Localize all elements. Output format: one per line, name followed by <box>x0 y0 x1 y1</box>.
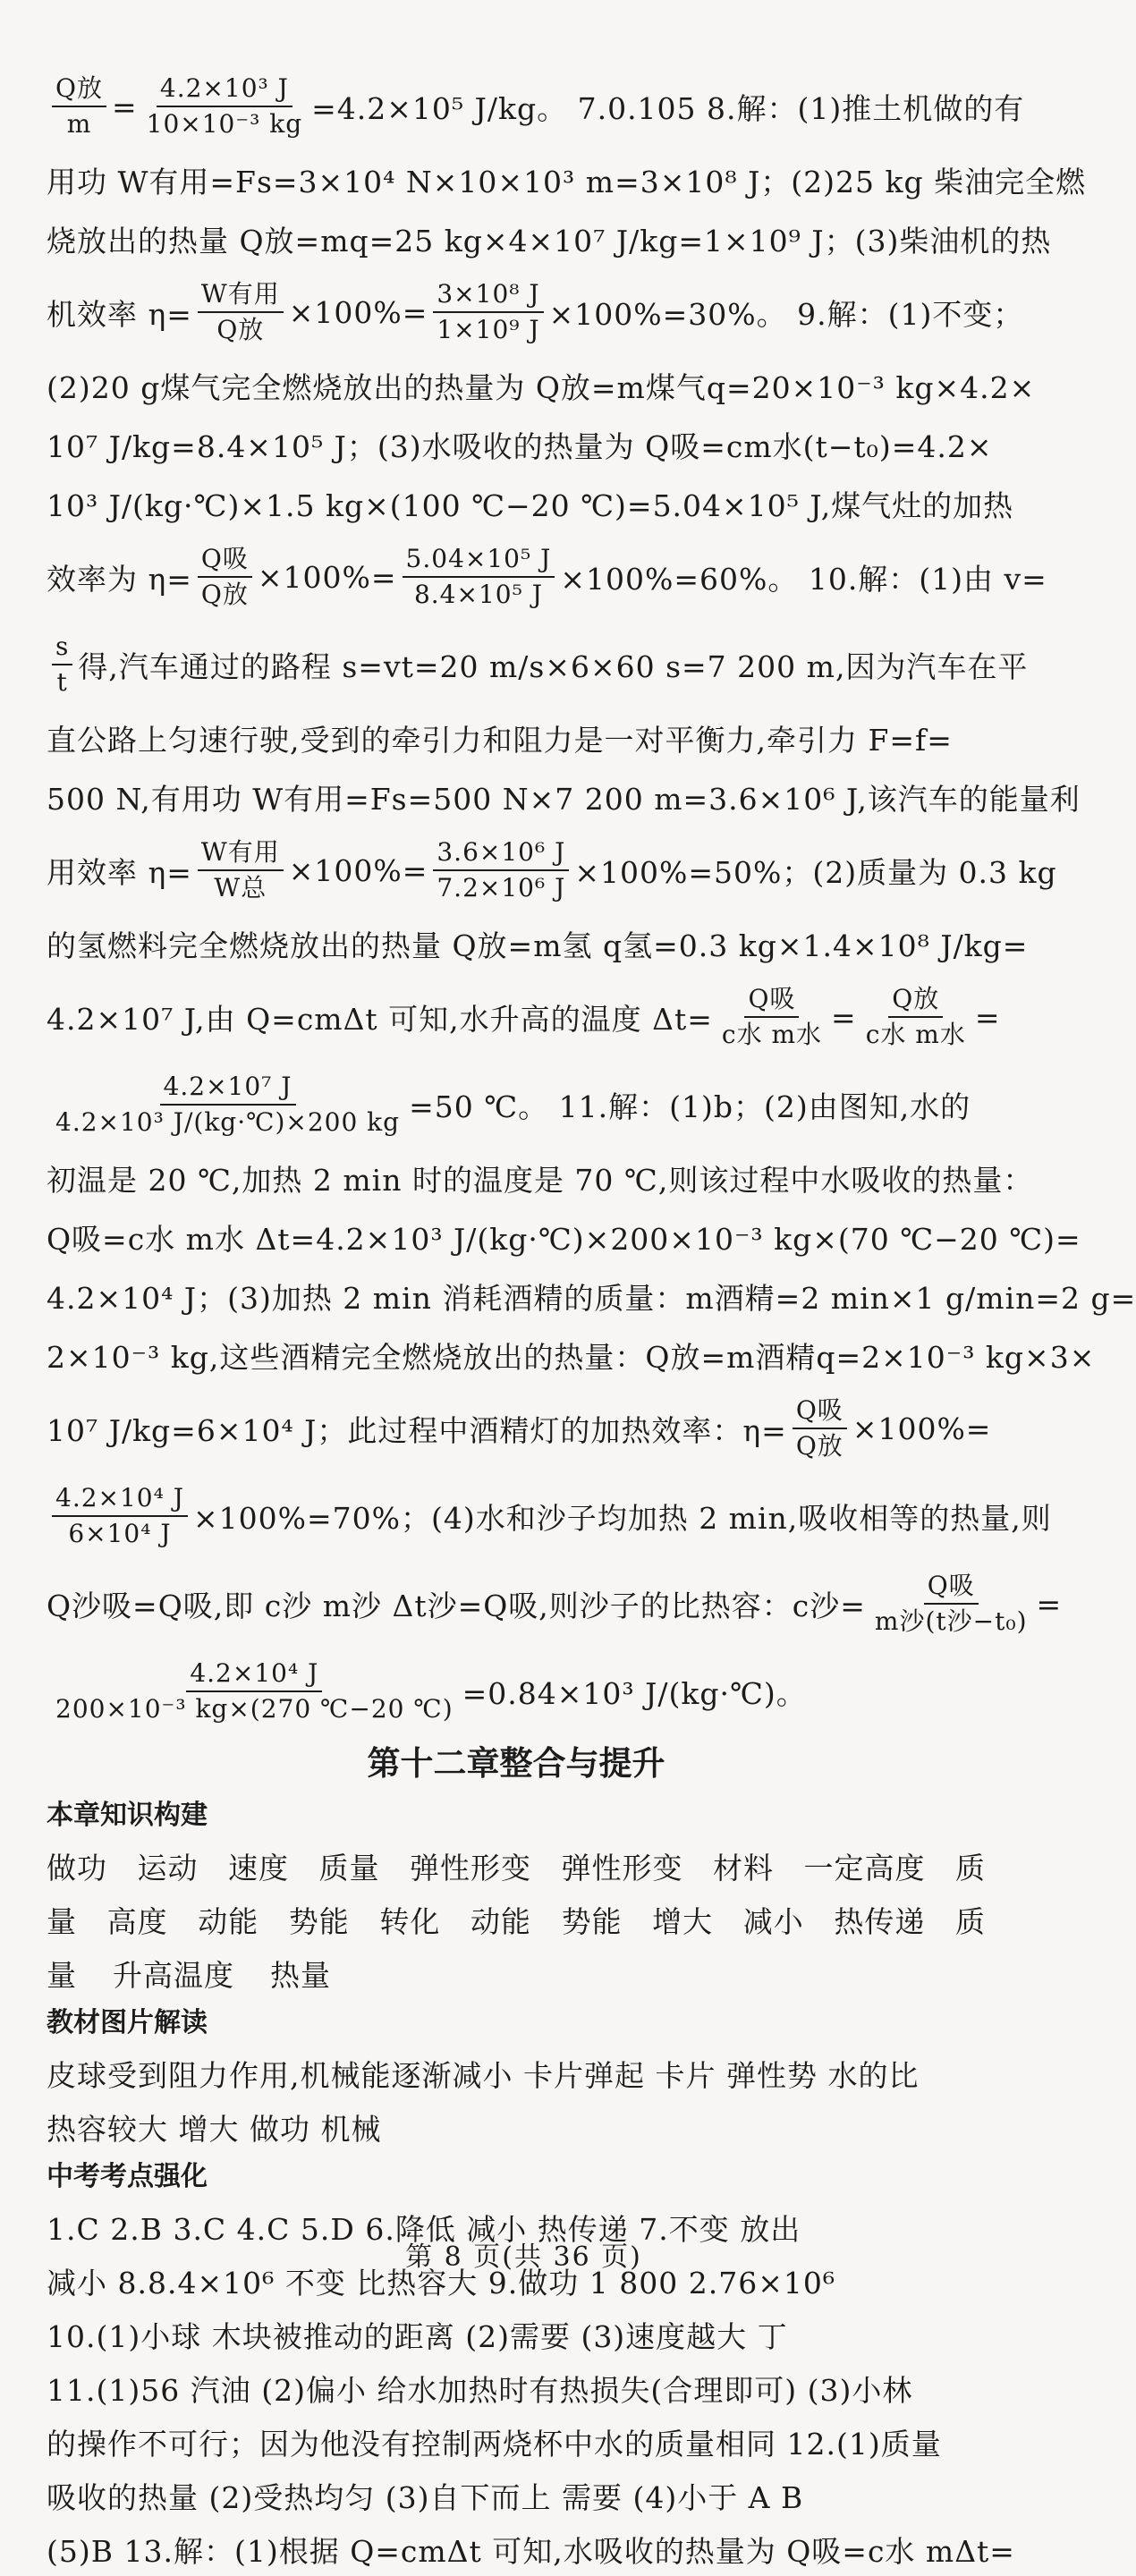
knowledge-term: 运动 <box>137 1850 199 1885</box>
knowledge-term: 势能 <box>561 1903 623 1939</box>
exam-line: 11.(1)56 汽油 (2)偏小 给水加热时有热损失(合理即可) (3)小林 <box>47 2372 913 2408</box>
knowledge-row-3 <box>47 1946 986 2000</box>
solution-line: 2×10⁻³ kg,这些酒精完全燃烧放出的热量：Q放=m酒精q=2×10⁻³ kg×3× <box>47 1339 1096 1375</box>
solution-line: $\frac{\text{4.2×10⁴ J}}{\text{6×10⁴ J}}$ ×100%=70%；(4)水和沙子均加热 2 min,吸收相等的热量,则 <box>47 1472 986 1560</box>
knowledge-heading: 本章知识构建 <box>47 1800 208 1831</box>
fraction: $\frac{\text{5.04×10⁵ J}}{\text{8.4×10⁵ J}}$ <box>403 542 555 612</box>
section-title: 第十二章整合与提升 <box>367 1744 665 1783</box>
solution-line: $\frac{\text{4.2×10⁴ J}}{\text{200×10⁻³ kg×(270 ℃−20 ℃)}}$ =0.84×10³ J/(kg·℃)。 <box>47 1648 986 1735</box>
solution-line: 4.2×10⁷ J,由 Q=cmΔt 可知,水升高的温度 Δt= $\frac{\text{Q吸}}{\text{c水 m水}}$ = $\frac{\text{Q放}}{\text{c水 m水}}$ = <box>47 973 986 1061</box>
exam-line: (5)B 13.解：(1)根据 Q=cmΔt 可知,水吸收的热量为 Q吸=c水 mΔt= <box>47 2533 1015 2569</box>
knowledge-term: 弹性形变 <box>561 1850 683 1885</box>
fraction: $\frac{\text{W有用}}{\text{W总}}$ <box>198 835 284 905</box>
knowledge-term: 高度 <box>106 1903 168 1939</box>
exam-line: 减小 8.8.4×10⁶ 不变 比热容大 9.做功 1 800 2.76×10⁶ <box>47 2265 836 2301</box>
fraction: $\frac{\text{4.2×10⁴ J}}{\text{6×10⁴ J}}$ <box>52 1481 188 1551</box>
solution-line: 500 N,有用功 W有用=Fs=500 N×7 200 m=3.6×10⁶ J,该汽车的能量利 <box>47 781 1081 817</box>
pictures-heading: 教材图片解读 <box>47 2007 208 2038</box>
exam-line: 10.(1)小球 木块被推动的距离 (2)需要 (3)速度越大 丁 <box>47 2318 788 2354</box>
fraction: $\frac{\text{Q放}}{m}$ <box>52 72 106 141</box>
exam-line: 的操作不可行；因为他没有控制两烧杯中水的质量相同 12.(1)质量 <box>47 2426 942 2462</box>
knowledge-term: 材料 <box>713 1850 774 1885</box>
knowledge-term: 热传递 <box>834 1903 926 1939</box>
solution-line: 4.2×10⁴ J；(3)加热 2 min 消耗酒精的质量：m酒精=2 min×1 g/min=2 g= <box>47 1280 1136 1316</box>
solution-line: Q吸=c水 m水 Δt=4.2×10³ J/(kg·℃)×200×10⁻³ kg×(70 ℃−20 ℃)= <box>47 1221 1081 1257</box>
knowledge-term: 做功 <box>47 1850 107 1885</box>
knowledge-term: 弹性形变 <box>410 1850 531 1885</box>
fraction: $\frac{\text{Q放}}{\text{c水 m水}}$ <box>865 984 966 1049</box>
fraction: $\frac{\text{4.2×10³ J}}{\text{10×10⁻³ kg}}$ <box>146 73 303 139</box>
knowledge-term: 量 <box>47 1957 77 1993</box>
knowledge-term: 质 <box>955 1850 986 1885</box>
knowledge-term: 一定高度 <box>803 1850 926 1885</box>
knowledge-term: 质量 <box>318 1850 380 1885</box>
fraction: $\frac{\text{4.2×10⁷ J}}{\text{4.2×10³ J/(kg·℃)×200 kg}}$ <box>55 1072 401 1137</box>
solution-line: 10³ J/(kg·℃)×1.5 kg×(100 ℃−20 ℃)=5.04×10⁵ J,煤气灶的加热 <box>47 487 1014 523</box>
solution-line: Q沙吸=Q吸,即 c沙 m沙 Δt沙=Q吸,则沙子的比热容：c沙= $\frac{\text{Q吸}}{\text{m沙(t沙−t₀)}}$ = <box>47 1560 986 1648</box>
solution-line: 直公路上匀速行驶,受到的牵引力和阻力是一对平衡力,牵引力 F=f= <box>47 722 953 758</box>
solution-line: 效率为 η= $\frac{\text{Q吸}}{\text{Q放}}$ ×100%= $\frac{\text{5.04×10⁵ J}}{\text{8.4×10⁵ J}}$ ×100%=60%。 10.解：(1)由 v= <box>47 533 986 621</box>
knowledge-term: 量 <box>47 1903 77 1939</box>
knowledge-term: 增大 <box>652 1903 714 1939</box>
knowledge-row-1 <box>47 1839 986 1893</box>
knowledge-term: 动能 <box>198 1903 259 1939</box>
knowledge-term: 速度 <box>228 1850 289 1885</box>
solution-line: 10⁷ J/kg=6×10⁴ J；此过程中酒精灯的加热效率：η= $\frac{\text{Q吸}}{\text{Q放}}$ ×100%= <box>47 1385 986 1472</box>
knowledge-term: 升高温度 <box>113 1957 234 1993</box>
solution-line: 用功 W有用=Fs=3×10⁴ N×10×10³ m=3×10⁸ J；(2)25 kg 柴油完全燃 <box>47 164 1087 199</box>
solution-line: 用效率 η= $\frac{\text{W有用}}{\text{W总}}$ ×100%= $\frac{\text{3.6×10⁶ J}}{\text{7.2×10⁶ J}}$ ×100%=50%；(2)质量为 0.3 kg <box>47 826 986 914</box>
exam-line: 1.C 2.B 3.C 4.C 5.D 6.降低 减小 热传递 7.不变 放出 <box>47 2211 801 2247</box>
fraction: $\frac{\text{W有用}}{\text{Q放}}$ <box>198 277 284 347</box>
knowledge-term: 转化 <box>379 1903 441 1939</box>
fraction: $\frac{\text{Q吸}}{\text{m沙(t沙−t₀)}}$ <box>874 1571 1028 1636</box>
fraction: $\frac{\text{Q吸}}{\text{Q放}}$ <box>793 1394 847 1463</box>
fraction: $\frac{\text{4.2×10⁴ J}}{\text{200×10⁻³ kg×(270 ℃−20 ℃)}}$ <box>55 1658 454 1724</box>
fraction: $\frac{\text{Q吸}}{\text{c水 m水}}$ <box>721 984 823 1049</box>
exam-line: 吸收的热量 (2)受热均匀 (3)自下而上 需要 (4)小于 A B <box>47 2479 804 2515</box>
fraction: $\frac{s}{t}$ <box>52 630 72 699</box>
exam-heading: 中考考点强化 <box>47 2161 208 2192</box>
knowledge-term: 减小 <box>742 1903 804 1939</box>
solution-line: 的氢燃料完全燃烧放出的热量 Q放=m氢 q氢=0.3 kg×1.4×10⁸ J/kg= <box>47 928 1029 963</box>
answer-page <box>47 63 1136 2576</box>
pictures-line: 皮球受到阻力作用,机械能逐渐减小 卡片弹起 卡片 弹性势 水的比 <box>47 2057 920 2093</box>
fraction: $\frac{\text{Q吸}}{\text{Q放}}$ <box>198 542 252 612</box>
knowledge-term: 势能 <box>288 1903 350 1939</box>
solution-line: 烧放出的热量 Q放=mq=25 kg×4×10⁷ J/kg=1×10⁹ J；(3)柴油机的热 <box>47 223 1052 258</box>
solution-line: 10⁷ J/kg=8.4×10⁵ J；(3)水吸收的热量为 Q吸=cm水(t−t₀)=4.2× <box>47 428 993 464</box>
solution-line: (2)20 g煤气完全燃烧放出的热量为 Q放=m煤气q=20×10⁻³ kg×4.2× <box>47 369 1036 405</box>
solution-line: $\frac{\text{Q放}}{m}$ = $\frac{\text{4.2×10³ J}}{\text{10×10⁻³ kg}}$ =4.2×10⁵ J/kg。 7.0.105 8.解：(1)推土机做的有 <box>47 63 986 150</box>
solution-line: $\frac{\text{4.2×10⁷ J}}{\text{4.2×10³ J/(kg·℃)×200 kg}}$ =50 ℃。 11.解：(1)b；(2)由图知,水的 <box>47 1061 986 1148</box>
solution-line: $\frac{s}{t}$ 得,汽车通过的路程 s=vt=20 m/s×6×60 s=7 200 m,因为汽车在平 <box>47 621 986 708</box>
knowledge-term: 质 <box>954 1903 986 1939</box>
fraction: $\frac{\text{3×10⁸ J}}{\text{1×10⁹ J}}$ <box>433 277 543 347</box>
pictures-line: 热容较大 增大 做功 机械 <box>47 2111 382 2147</box>
solution-line: 机效率 η= $\frac{\text{W有用}}{\text{Q放}}$ ×100%= $\frac{\text{3×10⁸ J}}{\text{1×10⁹ J}}$ ×100%=30%。 9.解：(1)不变； <box>47 268 986 356</box>
solution-line: 初温是 20 ℃,加热 2 min 时的温度是 70 ℃,则该过程中水吸收的热量： <box>47 1162 1034 1198</box>
knowledge-row-2 <box>47 1893 986 1946</box>
page-number: 第 8 页(共 36 页) <box>405 2241 642 2273</box>
fraction: $\frac{\text{3.6×10⁶ J}}{\text{7.2×10⁶ J}}$ <box>433 835 569 905</box>
knowledge-term: 热量 <box>270 1957 331 1993</box>
knowledge-term: 动能 <box>470 1903 531 1939</box>
